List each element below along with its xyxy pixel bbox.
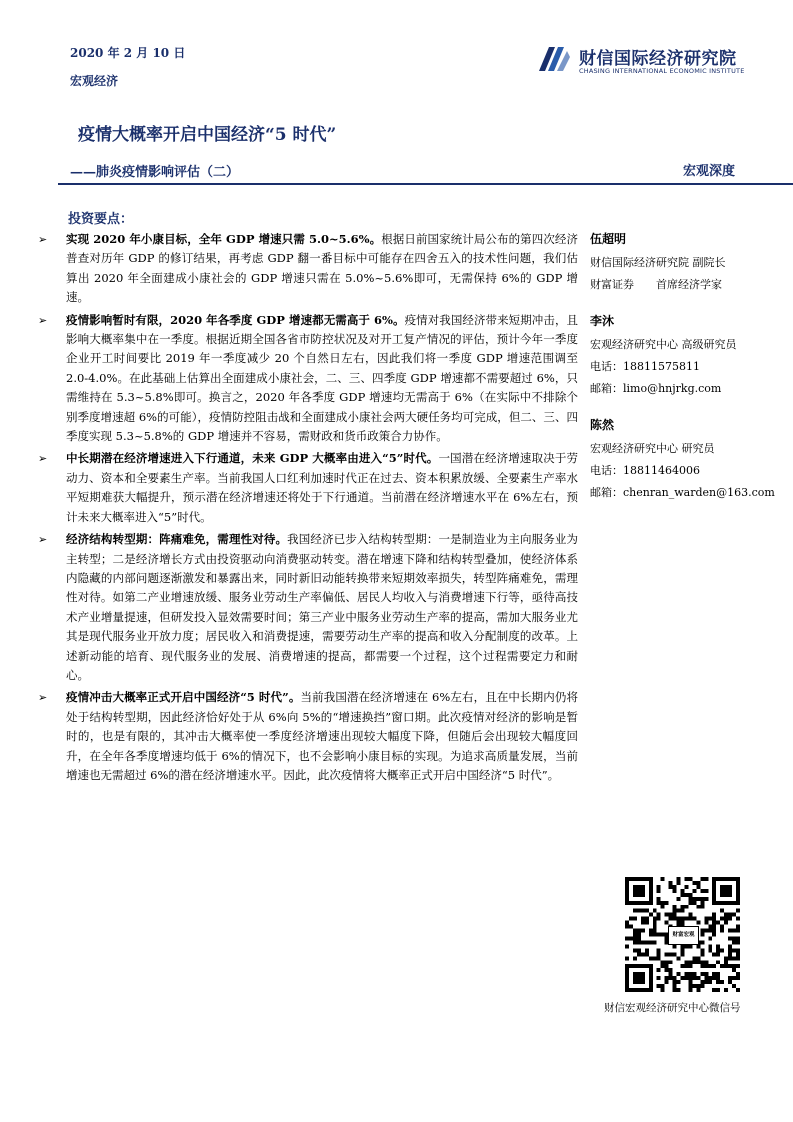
report-category: 宏观经济 [70, 74, 119, 88]
author-phone: 电话：18811464006 [590, 464, 700, 477]
investment-points-list [38, 230, 578, 788]
point-lead: 经济结构转型期：阵痛难免，需理性对待。 [66, 532, 288, 547]
author-title: 宏观经济研究中心 研究员 [590, 442, 715, 455]
qr-caption: 财信宏观经济研究中心微信号 [604, 1002, 741, 1014]
report-type-tag: 宏观深度 [682, 164, 735, 179]
report-subtitle: ——肺炎疫情影响评估（二） [70, 165, 240, 180]
point-body: 一国潜在经济增速取决于劳动力、资本和全要素生产率。当前我国人口红利加速时代正在过去、资本积累放缓、全要素生产率水平短期难获大幅提升，预示潜在经济增速还将处于下行通道。当前潜在经济增速水平在 6%左右，预计未来大概率进入“5”时代。 [66, 451, 578, 524]
point-item [38, 311, 578, 447]
point-body: 根据日前国家统计局公布的第四次经济普查对历年 GDP 的修订结果，再考虑 GDP 翻一番目标中可能存在四舍五入的技术性问题，我们估算出 2020 年全面建成小康社会的 GDP 增速只需在 5.0%~5.6%即可，无需保持 6%的 GDP 增速。 [66, 232, 578, 305]
point-item [38, 530, 578, 685]
report-title: 疫情大概率开启中国经济“5 时代” [78, 125, 337, 145]
author-name: 李沐 [590, 314, 615, 328]
point-lead: 疫情冲击大概率正式开启中国经济“5 时代”。 [66, 690, 301, 705]
qr-center-label: 财富宏观 [668, 926, 699, 945]
point-body: 当前我国潜在经济增速在 6%左右，且在中长期内仍将处于结构转型期，因此经济恰好处于从 6%向 5%的“增速换挡”窗口期。此次疫情对经济的影响是暂时的，也是有限的，其冲击大概率使一季度经济增速出现较大幅度下降，但随后会出现较大幅度回升，在全年各季度增速均低于 6%的情况下，也不会影响小康目标的实现。为追求高质量发展，当前增速也无需超过 6%的潜在经济增速水平。因此，此次疫情将大概率正式开启中国经济“5 时代”。 [66, 690, 578, 782]
author-email[interactable]: 邮箱：chenran_warden@163.com [590, 486, 775, 499]
institute-logo [535, 40, 750, 80]
wechat-qr-code[interactable] [625, 877, 740, 992]
author-block [590, 414, 790, 504]
bullet-arrow-icon: ➢ [38, 313, 48, 327]
author-block [590, 228, 790, 296]
author-title: 宏观经济研究中心 高级研究员 [590, 338, 737, 351]
investment-highlights-heading: 投资要点： [68, 212, 134, 227]
logo-english-name: CHASING INTERNATIONAL ECONOMIC INSTITUTE [579, 67, 745, 75]
author-name: 伍超明 [590, 232, 627, 246]
author-email[interactable]: 邮箱：limo@hnjrkg.com [590, 382, 722, 395]
point-lead: 疫情影响暂时有限，2020 年各季度 GDP 增速都无需高于 6%。 [66, 312, 405, 327]
logo-chinese-name: 财信国际经济研究院 [579, 49, 737, 69]
author-title: 财富证券 首席经济学家 [590, 278, 722, 291]
point-item [38, 688, 578, 785]
institute-emblem-icon [535, 41, 573, 79]
point-lead: 实现 2020 年小康目标，全年 GDP 增速只需 5.0~5.6%。 [66, 232, 382, 246]
author-block [590, 310, 790, 400]
point-lead: 中长期潜在经济增速进入下行通道，未来 GDP 大概率由进入“5”时代。 [66, 451, 439, 466]
bullet-arrow-icon: ➢ [38, 691, 48, 705]
point-body: 我国经济已步入结构转型期：一是制造业为主向服务业为主转型；二是经济增长方式由投资驱动向消费驱动转变。潜在增速下降和结构转型叠加，使经济体系内隐藏的内部问题逐渐激发和暴露出来，同时新旧动能转换带来短期效率损失，转型阵痛难免，需理性对待。如第二产业增速放缓、服务业劳动生产率偏低、居民人均收入与消费增速下行等，亟待高技术产业增量提速，但研发投入显效需要时间；第三产业中服务业劳动生产率的提高，需加大服务业尤其是现代服务业开放力度；居民收入和消费提速，需要劳动生产率的提高和收入分配制度的改革。上述新动能的培育、现代服务业的发展、消费增速的提高，都需要一个过程，这个过程需要定力和耐心。 [66, 532, 579, 682]
bullet-arrow-icon: ➢ [38, 452, 48, 466]
bullet-arrow-icon: ➢ [38, 533, 48, 547]
author-title: 财信国际经济研究院 副院长 [590, 256, 726, 269]
point-item [38, 449, 578, 527]
author-phone: 电话：18811575811 [590, 360, 700, 373]
point-item [38, 230, 578, 308]
point-body: 疫情对我国经济带来短期冲击，且影响大概率集中在一季度。根据近期全国各省市防控状况及对开工复产情况的评估，预计今年一季度企业开工时间要比 2019 年一季度减少 20 个自然日左右，因此我们将一季度 GDP 增速范围调至 2.0-4.0%。在此基础上估算出全面建成小康社会，二、三、四季度 GDP 增速都不需要超过 6%，只需维持在 5.3~5.8%即可。换言之，2020 年各季度 GDP 增速均无需高于 6%（在实际中不排除个别季度增速超 6%的可能），疫情防控阻击战和全面建成小康社会两大硬任务均可完成，但二、三、四季度实现 5.3~5.8%的 GDP 增速并不容易，需财政和货币政策合力协作。 [66, 312, 579, 444]
author-name: 陈然 [590, 418, 615, 432]
header-divider [58, 183, 793, 185]
bullet-arrow-icon: ➢ [38, 233, 48, 246]
report-date: 2020 年 2 月 10 日 [70, 46, 186, 60]
